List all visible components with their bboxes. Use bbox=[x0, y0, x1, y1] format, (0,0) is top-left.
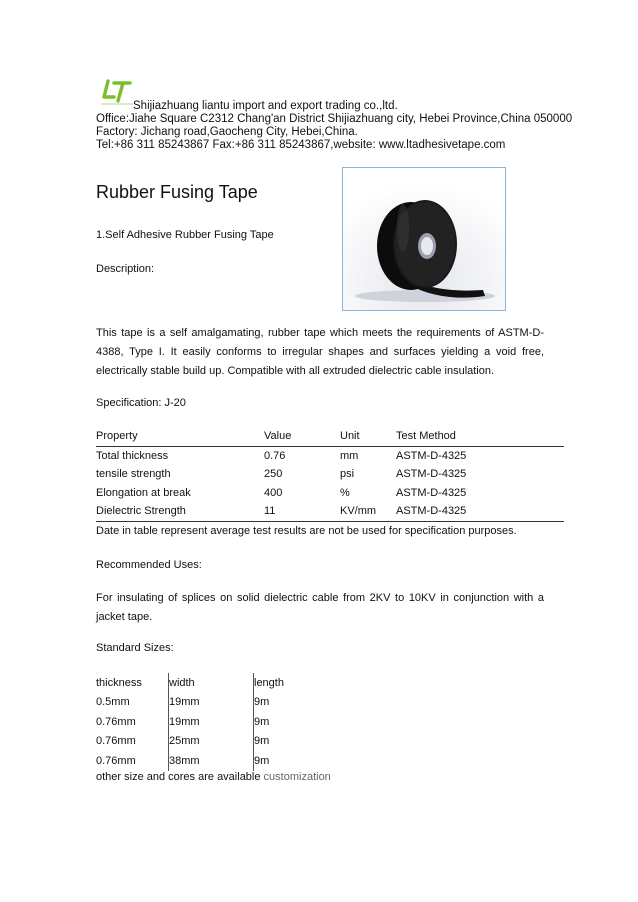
cell-unit: mm bbox=[340, 449, 359, 462]
table-row bbox=[96, 502, 564, 521]
office-address: Office:Jiahe Square C2312 Chang'an District Shijiazhuang city, Hebei Province,China 050000 bbox=[96, 113, 573, 125]
spec-table bbox=[96, 427, 564, 522]
cell-width: 19mm bbox=[169, 712, 254, 732]
cell-length: 9m bbox=[254, 712, 315, 732]
header-thickness: thickness bbox=[96, 676, 142, 689]
cell-width: 38mm bbox=[169, 751, 254, 771]
header-test-method: Test Method bbox=[396, 427, 564, 446]
contact-info: Tel:+86 311 85243867 Fax:+86 311 85243867,website: www.ltadhesivetape.com bbox=[96, 139, 506, 151]
cell-property: Total thickness bbox=[96, 449, 169, 462]
recommended-uses-label: Recommended Uses: bbox=[96, 559, 202, 571]
page-title: Rubber Fusing Tape bbox=[96, 182, 258, 202]
recommended-uses-text: For insulating of splices on solid dielectric cable from 2KV to 10KV in conjunction with a jacket tape. bbox=[96, 592, 544, 623]
cell-value: 250 bbox=[264, 468, 283, 481]
cell-thickness: 0.76mm bbox=[96, 735, 136, 748]
header-value: Value bbox=[264, 427, 340, 446]
cell-test-method: ASTM-D-4325 bbox=[396, 486, 467, 499]
cell-test-method: ASTM-D-4325 bbox=[396, 468, 467, 481]
cell-length: 9m bbox=[254, 693, 315, 713]
cell-property: Dielectric Strength bbox=[96, 502, 264, 521]
header-unit: Unit bbox=[340, 427, 396, 446]
specification-label: Specification: J-20 bbox=[96, 397, 186, 409]
tape-roll-image bbox=[343, 168, 505, 310]
cell-value: 400 bbox=[264, 486, 283, 499]
table-row bbox=[96, 712, 314, 732]
sizes-table-header bbox=[96, 673, 314, 693]
header-property: Property bbox=[96, 427, 264, 446]
factory-address: Factory: Jichang road,Gaocheng City, Hebei,China. bbox=[96, 126, 358, 138]
standard-sizes-label: Standard Sizes: bbox=[96, 642, 174, 654]
sizes-table bbox=[96, 673, 314, 771]
cell-test-method: ASTM-D-4325 bbox=[396, 502, 564, 521]
spec-table-header bbox=[96, 427, 564, 446]
cell-unit: psi bbox=[340, 468, 355, 481]
cell-value: 0.76 bbox=[264, 449, 286, 462]
footer-line bbox=[96, 771, 331, 783]
cell-length: 9m bbox=[254, 751, 315, 771]
cell-property: tensile strength bbox=[96, 468, 171, 481]
product-subtitle: 1.Self Adhesive Rubber Fusing Tape bbox=[96, 229, 274, 241]
table-row bbox=[96, 732, 314, 752]
header-width: width bbox=[169, 673, 254, 693]
description-text: This tape is a self amalgamating, rubber tape which meets the requirements of ASTM-D-4388, Type I. It easily conforms to irregular shapes and surfaces yielding a void free, electrically stable build up. Compatible with all extruded dielectric cable insulation. bbox=[96, 327, 544, 377]
cell-unit: % bbox=[340, 486, 350, 499]
cell-thickness: 0.5mm bbox=[96, 696, 130, 709]
table-note: Date in table represent average test results are not be used for specification purposes. bbox=[96, 525, 517, 537]
cell-unit: KV/mm bbox=[340, 502, 396, 521]
header-length: length bbox=[254, 673, 315, 693]
cell-value: 11 bbox=[264, 502, 340, 521]
description-label: Description: bbox=[96, 263, 155, 275]
cell-width: 19mm bbox=[169, 693, 254, 713]
product-photo bbox=[342, 167, 506, 311]
table-row bbox=[96, 484, 564, 503]
footer-text: other size and cores are available bbox=[96, 771, 264, 783]
cell-thickness: 0.76mm bbox=[96, 715, 136, 728]
cell-thickness: 0.76mm bbox=[96, 754, 136, 767]
cell-property: Elongation at break bbox=[96, 486, 191, 499]
table-row bbox=[96, 446, 564, 465]
company-logo bbox=[100, 78, 134, 106]
customization-link[interactable]: customization bbox=[263, 771, 331, 783]
cell-length: 9m bbox=[254, 732, 315, 752]
company-name: Shijiazhuang liantu import and export trading co.,ltd. bbox=[133, 100, 398, 112]
table-row bbox=[96, 465, 564, 484]
cell-test-method: ASTM-D-4325 bbox=[396, 449, 467, 462]
table-row bbox=[96, 751, 314, 771]
table-row bbox=[96, 693, 314, 713]
cell-width: 25mm bbox=[169, 732, 254, 752]
